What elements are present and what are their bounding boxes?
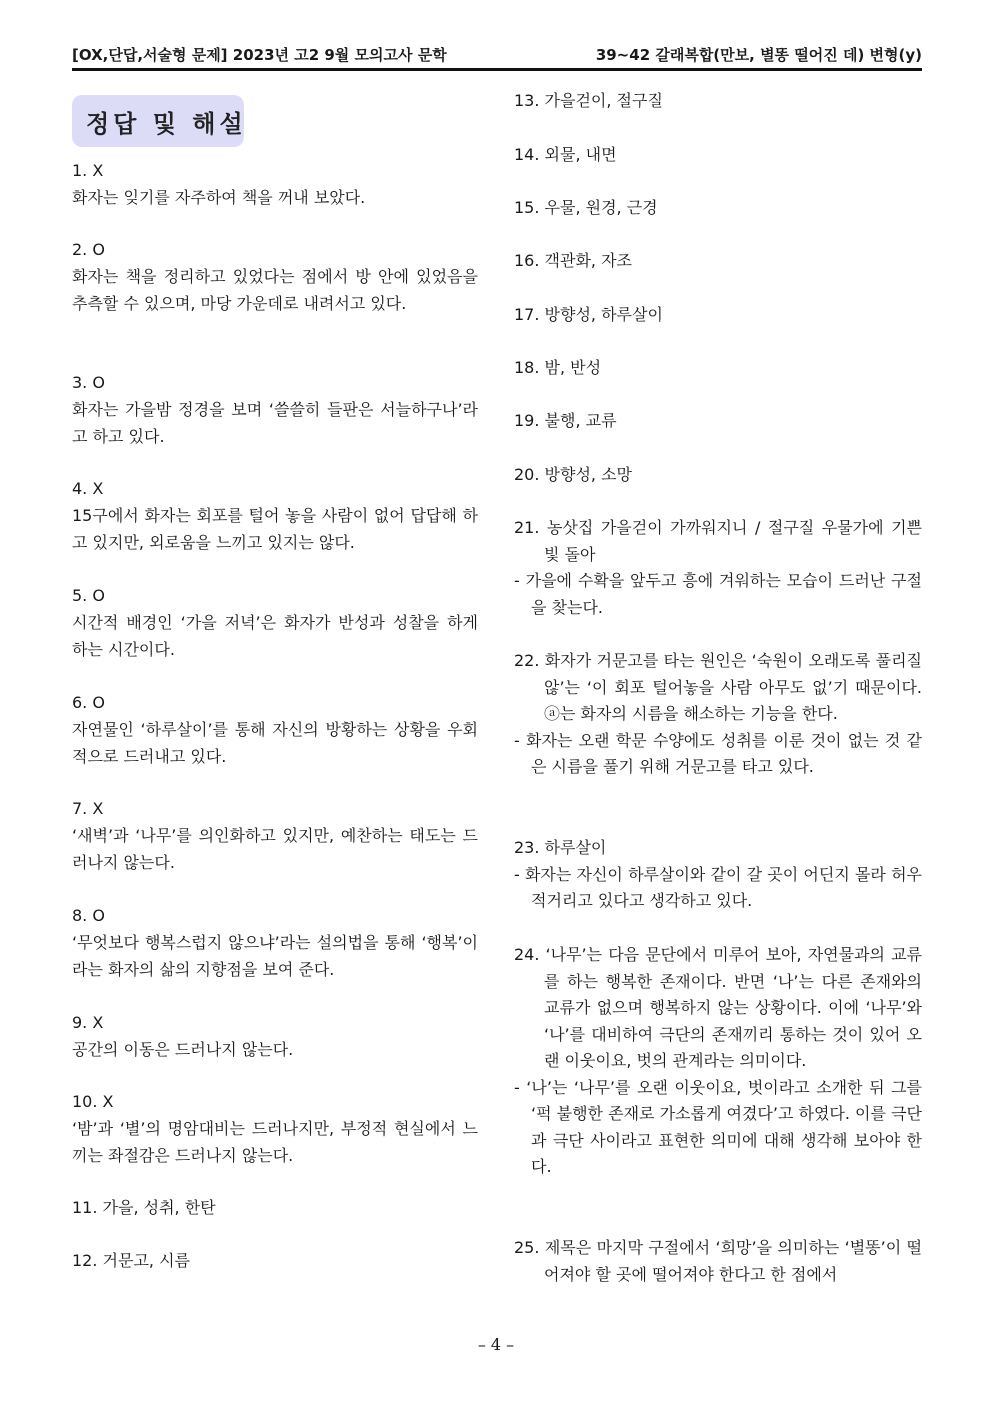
- answer-number: 17. 방향성, 하루살이: [514, 305, 663, 324]
- answer-explanation: 시간적 배경인 ‘가을 저녁’은 화자가 반성과 성찰을 하게 하는 시간이다.: [72, 613, 478, 659]
- answer-question: 25. 제목은 마지막 구절에서 ‘희망’을 의미하는 ‘별똥’이 떨어져야 할 곳에 떨어져야 한다고 한 점에서: [514, 1238, 922, 1284]
- answer-number: 10. X: [72, 1092, 114, 1111]
- answer-number: 4. X: [72, 479, 104, 498]
- answer-item-9: [72, 1009, 478, 1063]
- answer-number: 3. O: [72, 373, 105, 392]
- answer-note: - 화자는 자신이 하루살이와 같이 갈 곳이 어딘지 몰라 허우적거리고 있다고 생각하고 있다.: [514, 864, 922, 910]
- answer-question: 24. ‘나무’는 다음 문단에서 미루어 보아, 자연물과의 교류를 하는 행복한 존재이다. 반면 ‘나’는 다른 존재와의 교류가 없으며 행복하지 않는 상황이다. 이에 ‘나무’와 ‘나’를 대비하여 극단의 존재끼리 통하는 것이 있어 오랜 이웃이요, 벗의 관계라는 의미이다.: [514, 945, 922, 1070]
- answer-item-18: [514, 355, 922, 382]
- answer-number: 5. O: [72, 586, 105, 605]
- header-rule: [72, 68, 922, 71]
- answer-explanation: 공간의 이동은 드러나지 않는다.: [72, 1040, 294, 1059]
- answer-explanation: 자연물인 ‘하루살이’를 통해 자신의 방황하는 상황을 우회적으로 드러내고 있다.: [72, 720, 478, 766]
- answer-item-8: [72, 902, 478, 983]
- answer-number: 6. O: [72, 693, 105, 712]
- answer-number: 16. 객관화, 자조: [514, 251, 632, 270]
- answer-question: 22. 화자가 거문고를 타는 원인은 ‘숙원이 오래도록 풀리질 않’는 ‘이 회포 털어놓을 사람 아무도 없’기 때문이다. ⓐ는 화자의 시름을 해소하는 기능을 한다.: [514, 651, 922, 723]
- answer-number: 14. 외물, 내면: [514, 145, 617, 164]
- answer-title: 정답 및 해설: [86, 110, 247, 138]
- answer-explanation: ‘밤’과 ‘별’의 명암대비는 드러나지만, 부정적 현실에서 느끼는 좌절감은 드러나지 않는다.: [72, 1119, 478, 1165]
- answer-item-7: [72, 795, 478, 876]
- answer-explanation: 15구에서 화자는 회포를 털어 놓을 사람이 없어 답답해 하고 있지만, 외로움을 느끼고 있지는 않다.: [72, 506, 478, 552]
- answer-item-22: [514, 648, 922, 781]
- answer-item-21: [514, 515, 922, 621]
- page-header: [72, 44, 922, 66]
- answer-item-3: [72, 369, 478, 450]
- answer-number: 8. O: [72, 906, 105, 925]
- answer-item-12: [72, 1247, 478, 1274]
- answer-item-13: [514, 88, 922, 115]
- answer-explanation: ‘새벽’과 ‘나무’를 의인화하고 있지만, 예찬하는 태도는 드러나지 않는다.: [72, 826, 478, 872]
- answer-item-19: [514, 408, 922, 435]
- answer-item-25: [514, 1235, 922, 1288]
- answer-item-23: [514, 835, 922, 915]
- answer-item-17: [514, 302, 922, 329]
- answer-item-2: [72, 236, 478, 317]
- answer-number: 12. 거문고, 시름: [72, 1251, 190, 1270]
- answer-number: 9. X: [72, 1013, 104, 1032]
- answer-item-4: [72, 475, 478, 556]
- answer-item-11: [72, 1194, 478, 1221]
- answer-number: 11. 가을, 성취, 한탄: [72, 1198, 216, 1217]
- answer-number: 7. X: [72, 799, 104, 818]
- answer-note: - 가을에 수확을 앞두고 흥에 겨워하는 모습이 드러난 구절을 찾는다.: [514, 571, 922, 617]
- answer-item-5: [72, 582, 478, 663]
- answer-number: 19. 불행, 교류: [514, 411, 617, 430]
- answer-number: 13. 가을걷이, 절구질: [514, 91, 663, 110]
- answer-note: - ‘나’는 ‘나무’를 오랜 이웃이요, 벗이라고 소개한 뒤 그를 ‘퍽 불행한 존재로 가소롭게 여겼다’고 하였다. 이를 극단과 극단 사이라고 표현한 의미에 대해 생각해 보아야 한다.: [514, 1077, 922, 1176]
- header-title: [OX,단답,서술형 문제] 2023년 고2 9월 모의고사 문학: [72, 46, 447, 64]
- answer-question: 21. 농삿집 가을걷이 가까워지니 / 절구질 우물가에 기쁜 빛 돌아: [514, 518, 922, 564]
- answer-explanation: 화자는 책을 정리하고 있었다는 점에서 방 안에 있었음을 추측할 수 있으며, 마당 가운데로 내려서고 있다.: [72, 267, 478, 313]
- header-subtitle: 39~42 갈래복합(만보, 별똥 떨어진 데) 변형(y): [595, 46, 922, 64]
- answer-item-6: [72, 689, 478, 770]
- answer-explanation: 화자는 가을밤 정경을 보며 ‘쓸쓸히 들판은 서늘하구나’라고 하고 있다.: [72, 400, 478, 446]
- answer-question: 23. 하루살이: [514, 838, 607, 857]
- answer-item-10: [72, 1088, 478, 1169]
- answer-number: 15. 우물, 원경, 근경: [514, 198, 658, 217]
- answer-item-24: [514, 942, 922, 1181]
- answer-item-14: [514, 142, 922, 169]
- answer-title-box: [72, 95, 247, 147]
- answer-item-15: [514, 195, 922, 222]
- answer-item-20: [514, 462, 922, 489]
- answer-number: 1. X: [72, 161, 104, 180]
- answer-explanation: ‘무엇보다 행복스럽지 않으냐’라는 설의법을 통해 ‘행복’이라는 화자의 삶의 지향점을 보여 준다.: [72, 933, 478, 979]
- answer-item-16: [514, 248, 922, 275]
- answer-number: 18. 밤, 반성: [514, 358, 602, 377]
- answer-explanation: 화자는 잊기를 자주하여 책을 꺼내 보았다.: [72, 188, 366, 207]
- answer-number: 2. O: [72, 240, 105, 259]
- answer-number: 20. 방향성, 소망: [514, 465, 632, 484]
- page-number: – 4 –: [477, 1335, 515, 1354]
- answer-note: - 화자는 오랜 학문 수양에도 성취를 이룬 것이 없는 것 같은 시름을 풀기 위해 거문고를 타고 있다.: [514, 730, 922, 776]
- answer-item-1: [72, 157, 478, 211]
